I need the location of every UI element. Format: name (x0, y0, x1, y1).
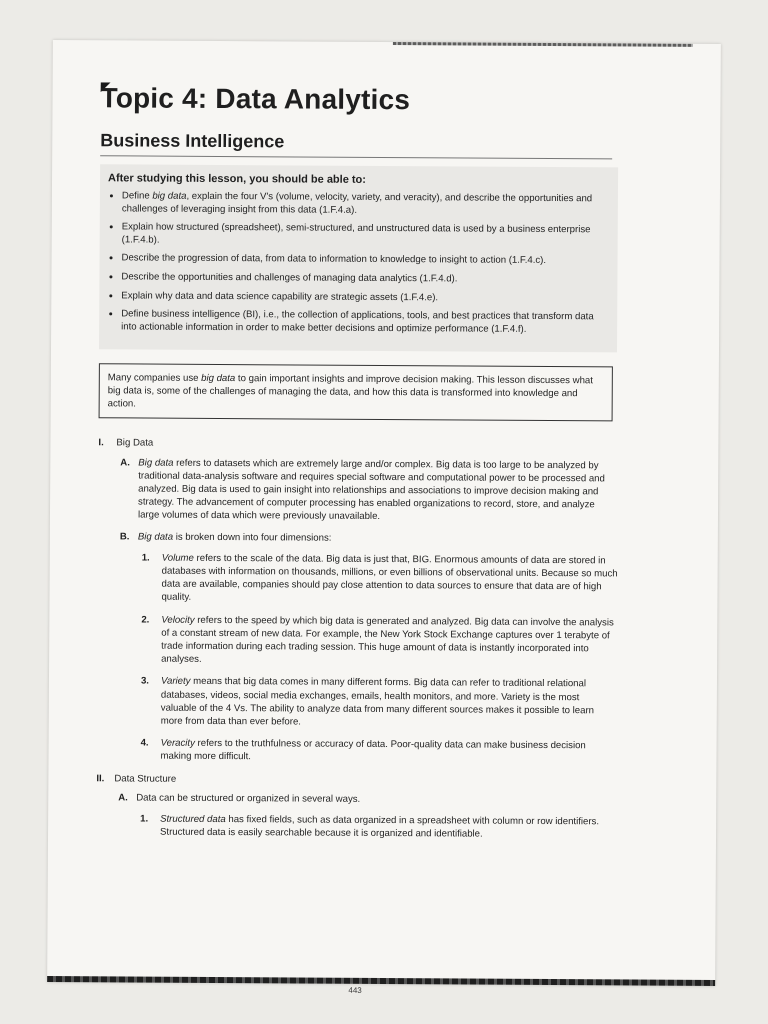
outline-item-1b: B. Big data is broken down into four dimensions: (119, 530, 332, 544)
outline-heading: Big Data (116, 437, 154, 449)
objective-item: • Define business intelligence (BI), i.e., the collection of applications, tools, and best practices that transform data into actionable information in order to make better decisions and optimize performance (1.F.4.f). (121, 309, 607, 337)
outline-section-1 (98, 437, 618, 453)
scan-artifact-top (393, 42, 693, 47)
outline-item-1a: A. Big data refers to datasets which are extremely large and/or complex. Big data is too large to be analyzed by traditional data-analysis software and requires special software and computational power to be processed and analyzed. Big data is used to gain insight into relationships and associations to improve decision making and strategy. The advancement of computer processing has enabled organizations to record, store, and analyze large volumes of data which were previously unavailable. (120, 456, 605, 523)
structured-data-item: 1. Structured data has fixed fields, such as data organized in a spreadsheet with column or row identifiers. Structured data is easily searchable because it is organized and identifiable. (140, 813, 600, 840)
topic-title: Topic 4: Data Analytics (100, 82, 411, 116)
objectives-intro: After studying this lesson, you should be able to: (108, 172, 366, 186)
page-content (96, 82, 621, 995)
page-number: 443 (348, 985, 362, 995)
section-title: Business Intelligence (100, 130, 612, 159)
objective-item: • Explain how structured (spreadsheet), semi-structured, and unstructured data is used by a business enterprise (1.F.4.b). (122, 222, 608, 250)
outline-section-2 (96, 772, 616, 788)
lesson-callout-box: Many companies use big data to gain important insights and improve decision making. This lesson discusses what big data is, some of the challenges of managing the data, and how this data is transformed into knowledge and action. (99, 364, 613, 422)
lesson-outline (96, 437, 618, 842)
objective-item: • Describe the opportunities and challenges of managing data analytics (1.F.4.d). (121, 271, 607, 287)
objective-item: • Define big data, explain the four V's (volume, velocity, variety, and veracity), and describe the opportunities and challenges of leveraging insight from this data (1.F.4.a). (122, 190, 608, 218)
document-page (47, 40, 721, 995)
dimension-velocity: 2. Velocity refers to the speed by which big data is generated and analyzed. Big data can involve the analysis of a constant stream of new data. For example, the New York Stock Exchange captures over 1 terabyte of trade information during each trading session. This huge amount of data is instantly incorporated into analyses. (141, 614, 614, 666)
outline-number: II. (96, 772, 105, 784)
outline-heading: Data Structure (114, 772, 177, 785)
learning-objectives-box (99, 164, 618, 353)
dimension-variety: 3. Variety means that big data comes in many different forms. Big data can refer to traditional relational databases, videos, social media exchanges, emails, health monitors, and more. Variety is the most valuable of the 4 Vs. The ability to analyze data from many different sources makes it possible to learn more from data than ever before. (140, 675, 595, 728)
objective-item: • Describe the progression of data, from data to information to knowledge to insight to action (1.F.4.c). (122, 253, 608, 269)
dimension-volume: 1. Volume refers to the scale of the data. Big data is just that, BIG. Enormous amounts of data are stored in databases with information on thousands, millions, or even billions of observational units. Because so much data are available, companies should pay close attention to data sources to ensure that data are of high quality. (141, 552, 618, 604)
objectives-list (107, 190, 608, 336)
dimension-veracity: 4. Veracity refers to the truthfulness or accuracy of data. Poor-quality data can make business decision making more difficult. (140, 737, 586, 763)
outline-number: I. (98, 437, 104, 449)
outline-item-2a: A. Data can be structured or organized in several ways. (118, 792, 361, 805)
objective-item: • Explain why data and data science capability are strategic assets (1.F.4.e). (121, 290, 607, 306)
